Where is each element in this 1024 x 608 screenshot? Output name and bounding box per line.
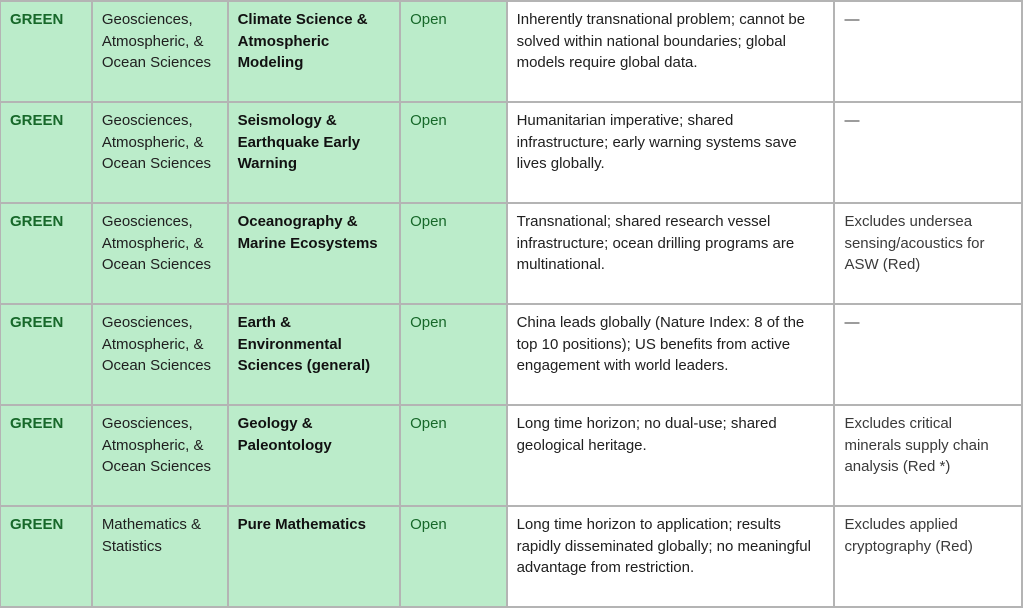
exceptions-cell: Excludes critical minerals supply chain analysis (Red *)	[834, 405, 1022, 506]
rationale-cell: China leads globally (Nature Index: 8 of the top 10 positions); US benefits from active engagement with world leaders.	[507, 304, 835, 405]
rationale-cell: Inherently transnational problem; cannot be solved within national boundaries; global models require global data.	[507, 1, 835, 102]
exceptions-cell: Excludes undersea sensing/acoustics for ASW (Red)	[834, 203, 1022, 304]
exceptions-cell: —	[834, 304, 1022, 405]
access-level-cell: Open	[400, 203, 507, 304]
directorate-cell: Geosciences, Atmospheric, & Ocean Sciences	[92, 102, 228, 203]
tier-cell: GREEN	[0, 304, 92, 405]
tier-cell: GREEN	[0, 1, 92, 102]
access-level-cell: Open	[400, 405, 507, 506]
access-level-cell: Open	[400, 506, 507, 607]
table-row	[0, 304, 1022, 405]
access-level-cell: Open	[400, 1, 507, 102]
table-row	[0, 1, 1022, 102]
access-level-cell: Open	[400, 304, 507, 405]
table-row	[0, 102, 1022, 203]
directorate-cell: Geosciences, Atmospheric, & Ocean Sciences	[92, 304, 228, 405]
table-row	[0, 203, 1022, 304]
research-area-cell: Pure Mathematics	[228, 506, 401, 607]
directorate-cell: Geosciences, Atmospheric, & Ocean Sciences	[92, 203, 228, 304]
tier-cell: GREEN	[0, 405, 92, 506]
tier-cell: GREEN	[0, 102, 92, 203]
tier-cell: GREEN	[0, 203, 92, 304]
rationale-cell: Long time horizon to application; results rapidly disseminated globally; no meaningful advantage from restriction.	[507, 506, 835, 607]
directorate-cell: Geosciences, Atmospheric, & Ocean Sciences	[92, 1, 228, 102]
access-level-cell: Open	[400, 102, 507, 203]
research-area-cell: Oceanography & Marine Ecosystems	[228, 203, 401, 304]
table-row	[0, 405, 1022, 506]
exceptions-cell: —	[834, 1, 1022, 102]
directorate-cell: Geosciences, Atmospheric, & Ocean Sciences	[92, 405, 228, 506]
directorate-cell: Mathematics & Statistics	[92, 506, 228, 607]
rationale-cell: Humanitarian imperative; shared infrastructure; early warning systems save lives globally.	[507, 102, 835, 203]
exceptions-cell: Excludes applied cryptography (Red)	[834, 506, 1022, 607]
research-area-cell: Earth & Environmental Sciences (general)	[228, 304, 401, 405]
research-area-cell: Geology & Paleontology	[228, 405, 401, 506]
rationale-cell: Transnational; shared research vessel infrastructure; ocean drilling programs are multinational.	[507, 203, 835, 304]
rationale-cell: Long time horizon; no dual-use; shared geological heritage.	[507, 405, 835, 506]
research-area-cell: Seismology & Earthquake Early Warning	[228, 102, 401, 203]
exceptions-cell: —	[834, 102, 1022, 203]
research-area-cell: Climate Science & Atmospheric Modeling	[228, 1, 401, 102]
tier-cell: GREEN	[0, 506, 92, 607]
